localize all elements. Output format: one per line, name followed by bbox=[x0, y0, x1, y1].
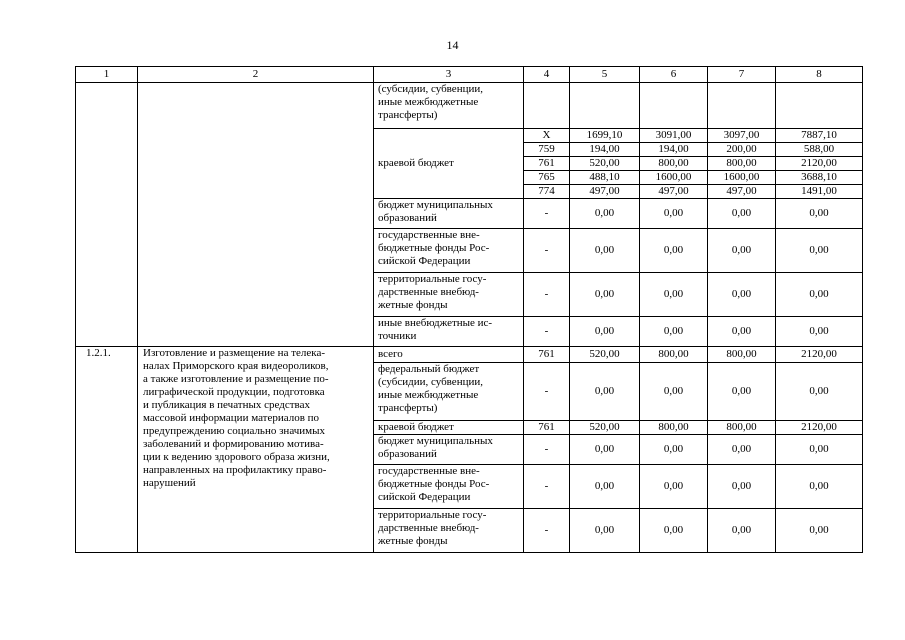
value-cell: 774 bbox=[524, 185, 570, 199]
value-cell: 1600,00 bbox=[640, 171, 708, 185]
value-cell: - bbox=[524, 435, 570, 465]
value-cell: 0,00 bbox=[776, 435, 863, 465]
value-cell: 0,00 bbox=[570, 509, 640, 553]
value-cell: 0,00 bbox=[570, 229, 640, 273]
table-row bbox=[76, 347, 863, 363]
source-label: иные внебюджетные ис- точники bbox=[374, 317, 524, 347]
value-cell: - bbox=[524, 229, 570, 273]
value-cell: 0,00 bbox=[708, 273, 776, 317]
value-cell: 800,00 bbox=[708, 157, 776, 171]
value-cell: 0,00 bbox=[708, 363, 776, 421]
value-cell: - bbox=[524, 317, 570, 347]
header-row bbox=[76, 67, 863, 83]
source-label: всего bbox=[374, 347, 524, 363]
value-cell: 3097,00 bbox=[708, 129, 776, 143]
source-label: федеральный бюджет (субсидии, субвенции, иные межбюджетные трансферты) bbox=[374, 363, 524, 421]
value-cell: 497,00 bbox=[708, 185, 776, 199]
value-cell: - bbox=[524, 363, 570, 421]
value-cell: 0,00 bbox=[640, 273, 708, 317]
value-cell: 0,00 bbox=[640, 465, 708, 509]
header-cell: 8 bbox=[776, 67, 863, 83]
value-cell: 800,00 bbox=[640, 421, 708, 435]
table-row bbox=[76, 83, 863, 129]
source-label: бюджет муниципальных образований bbox=[374, 435, 524, 465]
value-cell: 2120,00 bbox=[776, 347, 863, 363]
value-cell: 520,00 bbox=[570, 421, 640, 435]
source-label: территориальные госу- дарственные внебюд- жетные фонды bbox=[374, 273, 524, 317]
value-cell: 0,00 bbox=[708, 509, 776, 553]
header-cell: 3 bbox=[374, 67, 524, 83]
value-cell: 0,00 bbox=[570, 317, 640, 347]
value-cell: 588,00 bbox=[776, 143, 863, 157]
value-cell bbox=[708, 83, 776, 129]
value-cell: 1600,00 bbox=[708, 171, 776, 185]
value-cell: 1491,00 bbox=[776, 185, 863, 199]
value-cell: 497,00 bbox=[570, 185, 640, 199]
header-cell: 1 bbox=[76, 67, 138, 83]
value-cell: 0,00 bbox=[708, 465, 776, 509]
value-cell: 0,00 bbox=[570, 273, 640, 317]
source-label: (субсидии, субвенции, иные межбюджетные трансферты) bbox=[374, 83, 524, 129]
value-cell: 0,00 bbox=[776, 509, 863, 553]
value-cell: 0,00 bbox=[640, 509, 708, 553]
value-cell: 765 bbox=[524, 171, 570, 185]
value-cell: 520,00 bbox=[570, 347, 640, 363]
value-cell: 0,00 bbox=[708, 317, 776, 347]
value-cell: 497,00 bbox=[640, 185, 708, 199]
value-cell: 0,00 bbox=[570, 465, 640, 509]
source-label: краевой бюджет bbox=[374, 421, 524, 435]
value-cell: 0,00 bbox=[570, 435, 640, 465]
value-cell: 0,00 bbox=[640, 363, 708, 421]
value-cell: 0,00 bbox=[640, 229, 708, 273]
value-cell: 800,00 bbox=[708, 421, 776, 435]
value-cell: 0,00 bbox=[776, 317, 863, 347]
value-cell: 194,00 bbox=[640, 143, 708, 157]
value-cell: - bbox=[524, 465, 570, 509]
value-cell: 0,00 bbox=[776, 229, 863, 273]
value-cell: 0,00 bbox=[640, 199, 708, 229]
source-label: государственные вне- бюджетные фонды Рос- сийской Федерации bbox=[374, 465, 524, 509]
value-cell: 0,00 bbox=[640, 435, 708, 465]
value-cell: 0,00 bbox=[708, 435, 776, 465]
value-cell: - bbox=[524, 509, 570, 553]
page-number: 14 bbox=[446, 38, 459, 52]
header-cell: 5 bbox=[570, 67, 640, 83]
value-cell: 800,00 bbox=[640, 157, 708, 171]
header-cell: 4 bbox=[524, 67, 570, 83]
value-cell: 0,00 bbox=[708, 199, 776, 229]
value-cell: 0,00 bbox=[570, 363, 640, 421]
value-cell bbox=[570, 83, 640, 129]
item-number: 1.2.1. bbox=[76, 347, 138, 553]
value-cell: 7887,10 bbox=[776, 129, 863, 143]
value-cell: 761 bbox=[524, 347, 570, 363]
source-label: государственные вне- бюджетные фонды Рос- сийской Федерации bbox=[374, 229, 524, 273]
value-cell: 0,00 bbox=[570, 199, 640, 229]
value-cell: 520,00 bbox=[570, 157, 640, 171]
header-cell: 2 bbox=[138, 67, 374, 83]
value-cell: 3688,10 bbox=[776, 171, 863, 185]
value-cell: 2120,00 bbox=[776, 157, 863, 171]
value-cell: 194,00 bbox=[570, 143, 640, 157]
value-cell: 0,00 bbox=[776, 363, 863, 421]
value-cell: 0,00 bbox=[776, 465, 863, 509]
header-cell: 7 bbox=[708, 67, 776, 83]
header-cell: 6 bbox=[640, 67, 708, 83]
source-label: территориальные госу- дарственные внебюд- жетные фонды bbox=[374, 509, 524, 553]
value-cell: 0,00 bbox=[640, 317, 708, 347]
value-cell: 761 bbox=[524, 421, 570, 435]
value-cell: 800,00 bbox=[708, 347, 776, 363]
value-cell: 2120,00 bbox=[776, 421, 863, 435]
value-cell bbox=[524, 83, 570, 129]
value-cell: 3091,00 bbox=[640, 129, 708, 143]
value-cell: 200,00 bbox=[708, 143, 776, 157]
value-cell: 800,00 bbox=[640, 347, 708, 363]
value-cell: 0,00 bbox=[776, 199, 863, 229]
budget-table bbox=[75, 66, 863, 553]
value-cell: 1699,10 bbox=[570, 129, 640, 143]
value-cell: 761 bbox=[524, 157, 570, 171]
item-name: Изготовление и размещение на телека- налах Приморского края видеороликов, а также изготовление и размещение по- лиграфической продукции, подготовка и публикация в печатных средствах массовой информации материалов по предупреждению социально значимых заболеваний и формированию мотива- ции к ведению здорового образа жизни, направленных на профилактику право- нарушений bbox=[138, 347, 374, 553]
value-cell bbox=[640, 83, 708, 129]
value-cell: 759 bbox=[524, 143, 570, 157]
item-number-cell bbox=[76, 83, 138, 347]
value-cell: Х bbox=[524, 129, 570, 143]
value-cell: 0,00 bbox=[708, 229, 776, 273]
source-label: краевой бюджет bbox=[374, 129, 524, 199]
value-cell: 488,10 bbox=[570, 171, 640, 185]
value-cell bbox=[776, 83, 863, 129]
item-name-cell bbox=[138, 83, 374, 347]
value-cell: - bbox=[524, 273, 570, 317]
source-label: бюджет муниципальных образований bbox=[374, 199, 524, 229]
value-cell: - bbox=[524, 199, 570, 229]
value-cell: 0,00 bbox=[776, 273, 863, 317]
